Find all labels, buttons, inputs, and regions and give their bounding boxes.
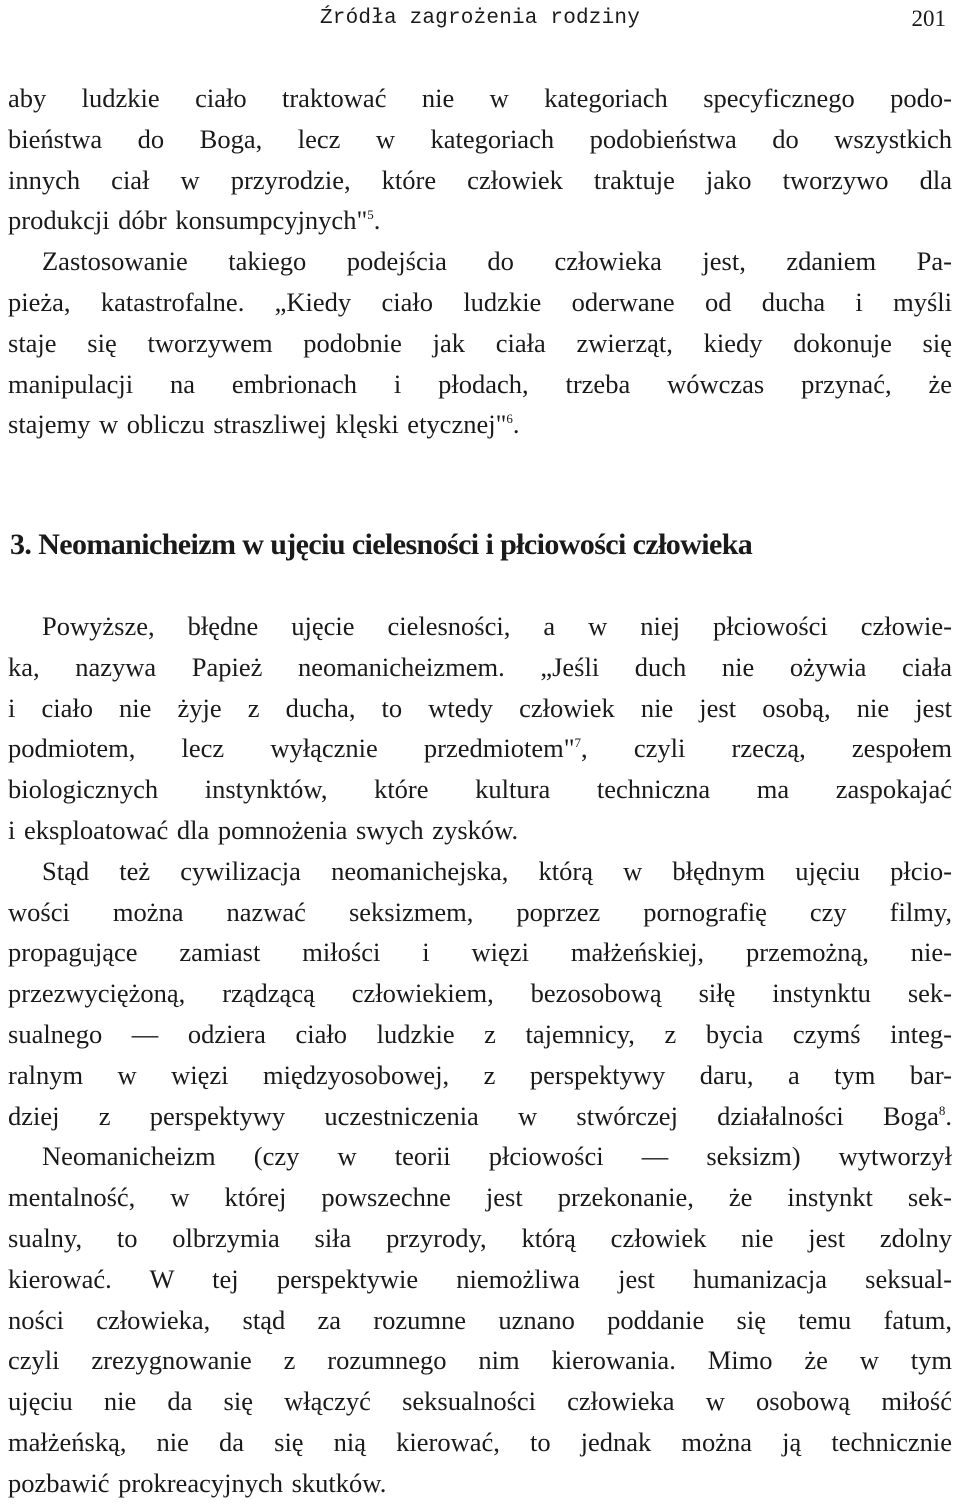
punctuation: . bbox=[945, 1100, 952, 1131]
text-line: innych ciał w przyrodzie, które człowiek traktuje jako tworzywo dla bbox=[8, 164, 952, 195]
text-line: pozbawić prokreacyjnych skutków. bbox=[8, 1467, 387, 1498]
text-line: i eksploatować dla pomnożenia swych zysków. bbox=[8, 814, 519, 845]
text-fragment: , czyli rzeczą, zespołem bbox=[581, 733, 952, 764]
text-line: i ciało nie żyje z ducha, to wtedy człowiek nie jest osobą, nie jest bbox=[8, 692, 952, 723]
running-header bbox=[10, 4, 950, 34]
footnote-ref-8: 8 bbox=[938, 1102, 946, 1118]
text-fragment: produkcji dóbr konsumpcyjnych" bbox=[8, 205, 368, 236]
section-heading: 3. Neomanicheizm w ujęciu cielesności i płciowości człowieka bbox=[10, 528, 753, 561]
page-number: 201 bbox=[911, 6, 946, 31]
footnote-ref-5: 5 bbox=[367, 207, 374, 223]
text-line: sualny, to olbrzymia siła przyrody, którą człowiek nie jest zdolny bbox=[8, 1222, 952, 1253]
text-line: małżeńską, nie da się nią kierować, to jednak można ją technicznie bbox=[8, 1426, 952, 1457]
footnote-ref-6: 6 bbox=[506, 411, 513, 427]
text-line: Zastosowanie takiego podejścia do człowieka jest, zdaniem Pa- bbox=[42, 246, 952, 277]
body-text-block bbox=[8, 606, 952, 1504]
text-line: wości można nazwać seksizmem, poprzez pornografię czy filmy, bbox=[8, 896, 952, 927]
text-line: kierować. W tej perspektywie niemożliwa jest humanizacja seksual- bbox=[8, 1263, 952, 1294]
text-line: propagujące zamiast miłości i więzi małżeńskiej, przemożną, nie- bbox=[8, 937, 952, 968]
text-line: mentalność, w której powszechne jest przekonanie, że instynkt sek- bbox=[8, 1182, 952, 1213]
text-line: Neomanicheizm (czy w teorii płciowości — seksizm) wytworzył bbox=[42, 1141, 952, 1172]
text-fragment: stajemy w obliczu straszliwej klęski etycznej" bbox=[8, 409, 507, 440]
text-line bbox=[8, 728, 952, 769]
text-line: ujęciu nie da się włączyć seksualności człowieka w osobową miłość bbox=[8, 1386, 952, 1417]
text-line: staje się tworzywem podobnie jak ciała zwierząt, kiedy dokonuje się bbox=[8, 327, 952, 358]
paragraph-1 bbox=[8, 78, 952, 445]
text-line bbox=[8, 404, 952, 445]
text-line: ralnym w więzi międzyosobowej, z perspektywy daru, a tym bar- bbox=[8, 1059, 952, 1090]
running-title: Źródła zagrożenia rodziny bbox=[319, 7, 641, 30]
text-line: Powyższe, błędne ujęcie cielesności, a w niej płciowości człowie- bbox=[42, 611, 952, 641]
text-line: sualnego — odziera ciało ludzkie z tajemnicy, z bycia czymś integ- bbox=[8, 1018, 952, 1049]
text-line: aby ludzkie ciało traktować nie w kategoriach specyficznego podo- bbox=[8, 83, 952, 113]
footnote-ref-7: 7 bbox=[574, 735, 582, 751]
punctuation: . bbox=[373, 205, 381, 236]
punctuation: . bbox=[512, 409, 520, 440]
text-line: biologicznych instynktów, które kultura techniczna ma zaspokajać bbox=[8, 774, 952, 805]
text-line: Stąd też cywilizacja neomanichejska, którą w błędnym ujęciu płcio- bbox=[42, 855, 952, 886]
text-fragment: podmiotem, lecz wyłącznie przedmiotem" bbox=[8, 733, 575, 764]
text-fragment: dziej z perspektywy uczestniczenia w stwórczej działalności Boga bbox=[8, 1100, 939, 1131]
text-line: przezwyciężoną, rządzącą człowiekiem, bezosobową siłę instynktu sek- bbox=[8, 978, 952, 1009]
text-line: czyli zrezygnowanie z rozumnego nim kierowania. Mimo że w tym bbox=[8, 1345, 952, 1376]
text-line: bieństwa do Boga, lecz w kategoriach podobieństwa do wszystkich bbox=[8, 123, 952, 154]
text-line: ka, nazywa Papież neomanicheizmem. „Jeśli duch nie ożywia ciała bbox=[8, 651, 952, 682]
text-line: pieża, katastrofalne. „Kiedy ciało ludzkie oderwane od ducha i myśli bbox=[8, 286, 952, 317]
text-line bbox=[8, 200, 952, 241]
text-line bbox=[8, 1096, 952, 1137]
text-line: ności człowieka, stąd za rozumne uznano poddanie się temu fatum, bbox=[8, 1304, 952, 1335]
text-line: manipulacji na embrionach i płodach, trzeba wówczas przynać, że bbox=[8, 368, 952, 399]
